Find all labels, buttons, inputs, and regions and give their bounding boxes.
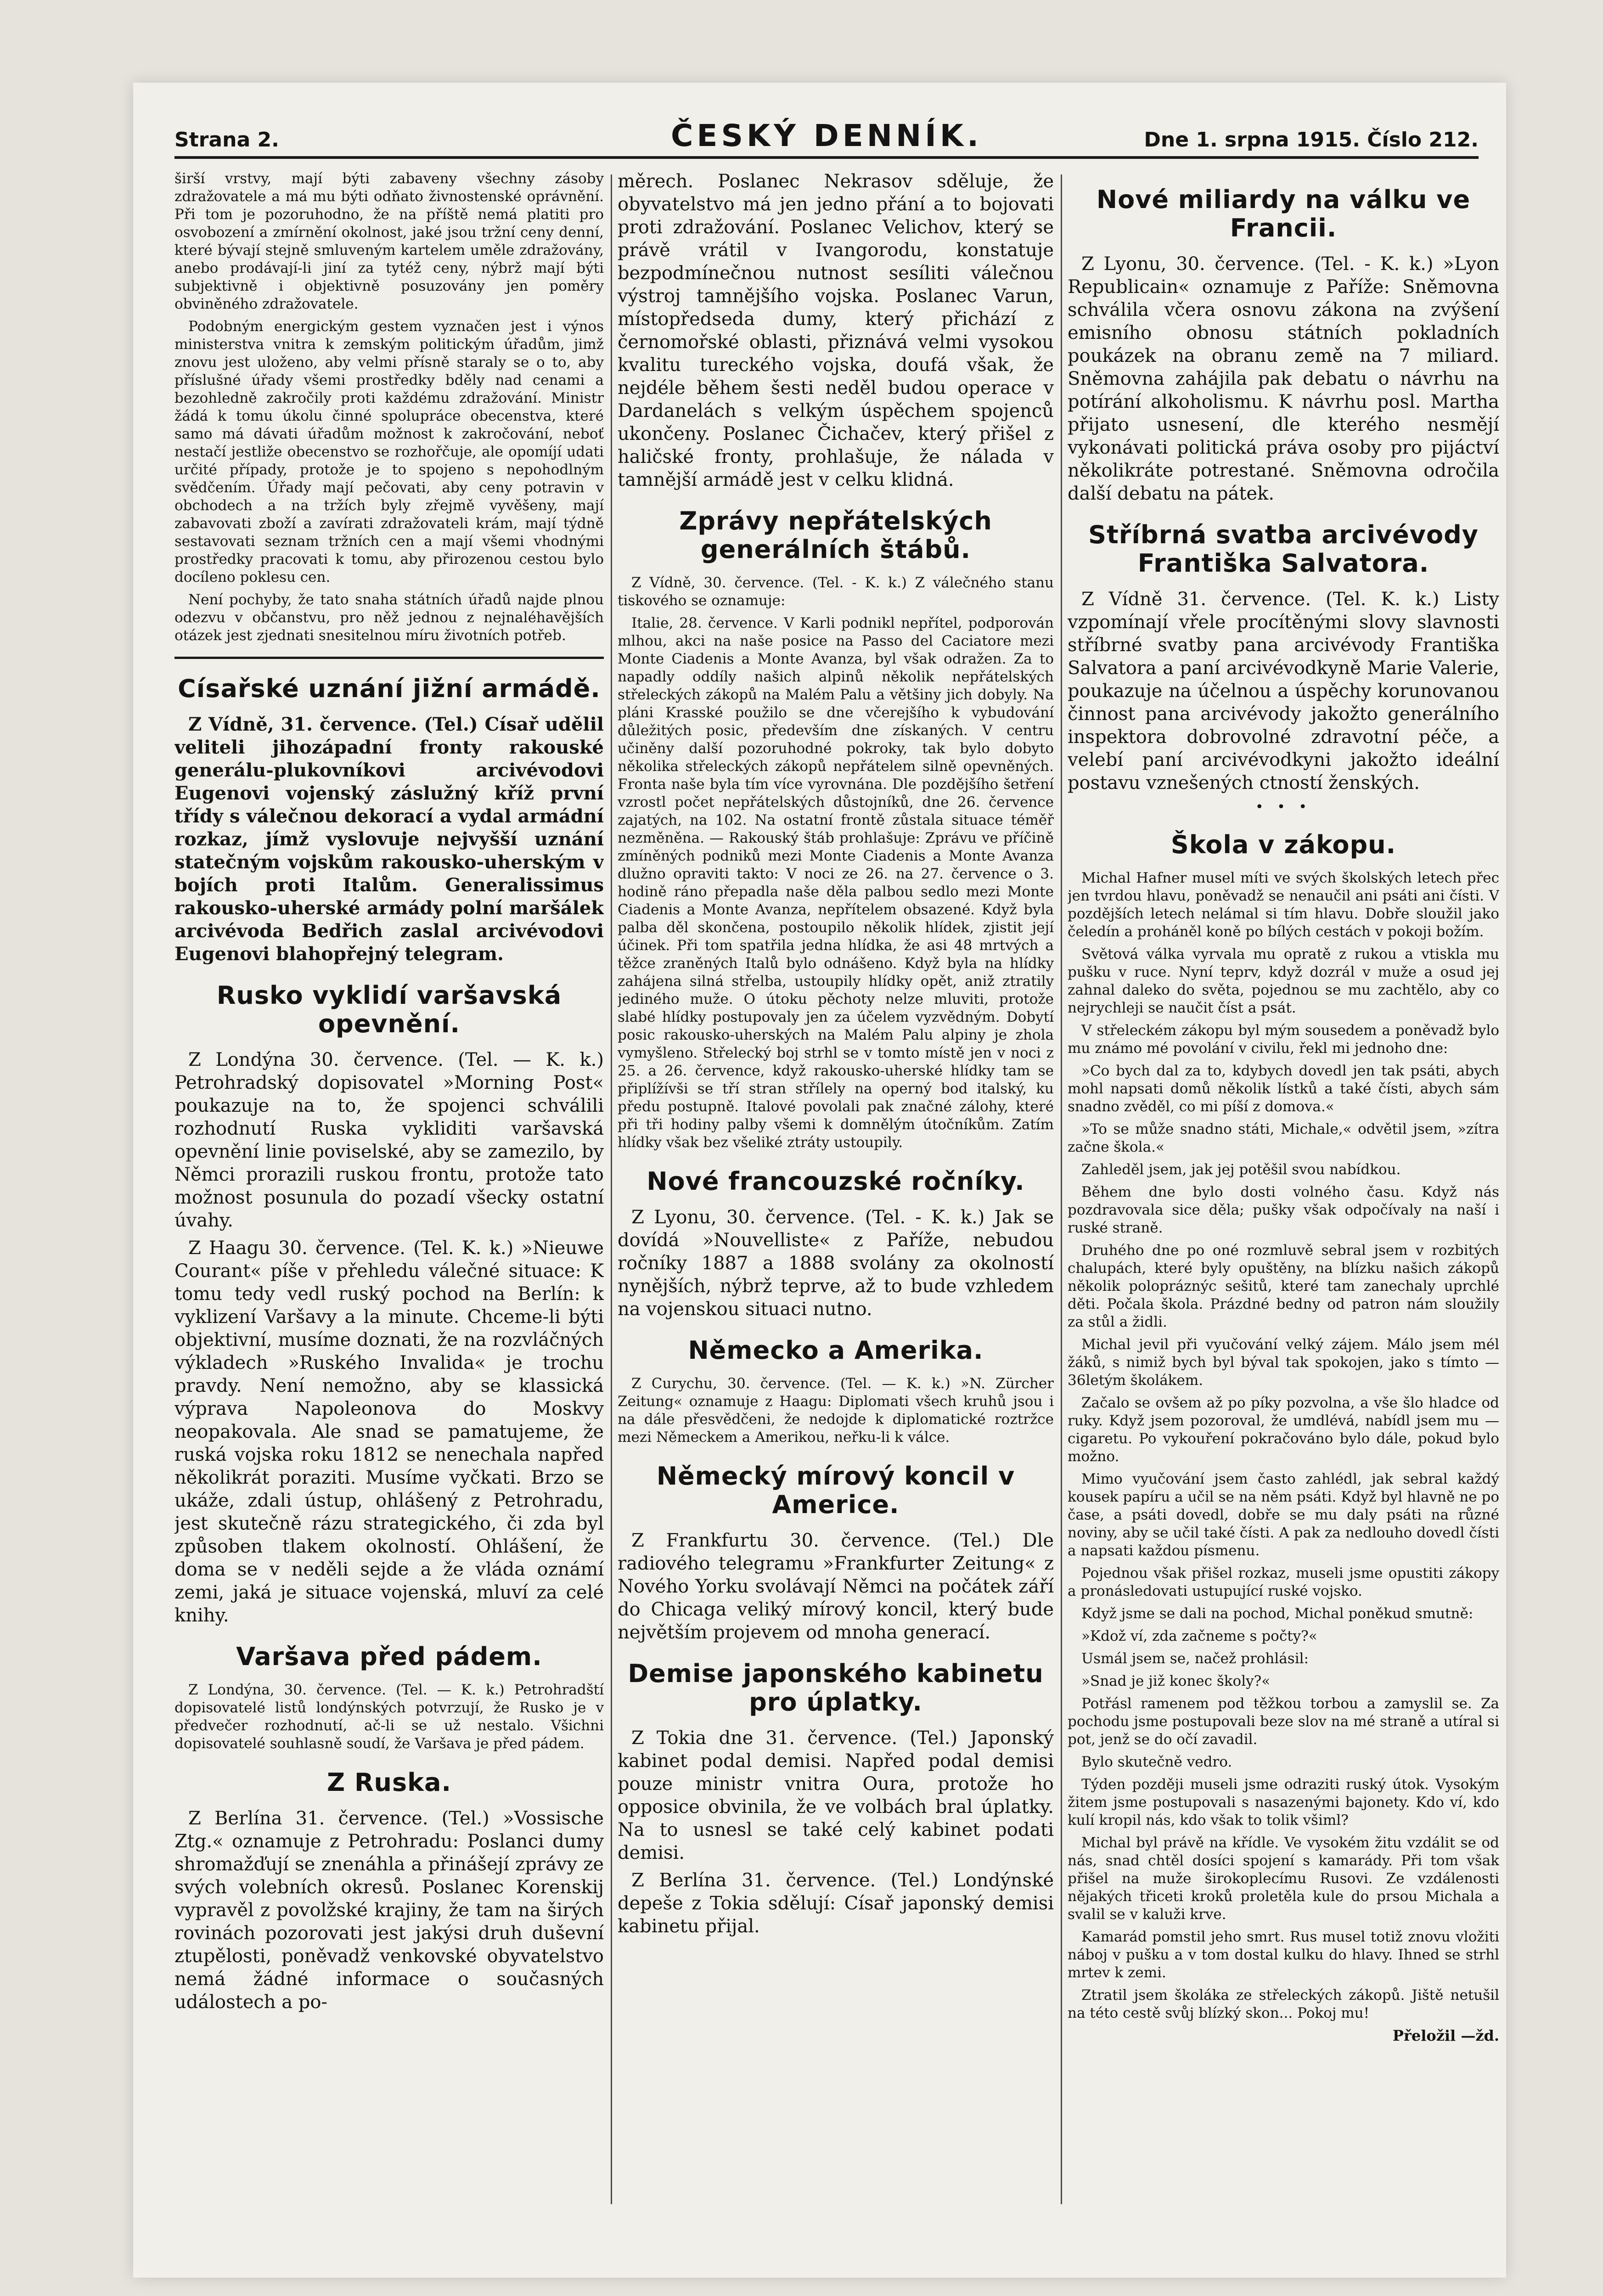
article-text: Když jsme se dali na pochod, Michal poněkud smutně:	[1081, 1605, 1474, 1622]
headline: Rusko vyklidí varšavská opevnění.	[216, 981, 562, 1038]
article-text: »Kdož ví, zda začneme s počty?«	[1081, 1628, 1317, 1644]
article-text: Z Londýna 30. července. (Tel. — K. k.) Petrohradský dopisovatel »Morning Post« poukazuje na to, že spojenci schválili rozhodnutí Ruska vykliditi varšavská opevnění linie poviselské, aby se zamezilo, by Němci prorazili ruskou frontu, protože tato možnost posunula do pozadí všecky ostatní úvahy.	[174, 1049, 604, 1231]
article-text: Pojednou však přišel rozkaz, museli jsme opustiti zákopy a pronásledovati ustupující ruské vojsko.	[1068, 1565, 1499, 1599]
issue-date: Dne 1. srpna 1915. Číslo 212.	[1144, 128, 1479, 152]
headline: Z Ruska.	[327, 1768, 451, 1797]
article-text: Z Vídně, 30. července. (Tel. - K. k.) Z válečného stanu tiskového se oznamuje:	[618, 574, 1054, 609]
article-text: Z Lyonu, 30. července. (Tel. - K. k.) »Lyon Republicain« oznamuje z Paříže: Sněmovna schválila včera osnovu zákona na zvýšení emisního obnosu státních pokladních poukázek na obranu země na 7 miliard. Sněmovna zahájila pak debatu o návrhu na potírání alkoholismu. K návrhu posl. Martha přijato usnesení, dle kterého nesmějí vykonávati politická práva osoby pro pijáctví několikráte potrestané. Sněmovna odročila další debatu na pátek.	[1068, 253, 1499, 504]
article-text: Z Berlína 31. července. (Tel.) Londýnské depeše z Tokia sdělují: Císař japonský demisi kabinetu přijal.	[618, 1870, 1054, 1937]
article-text: »To se může snadno státi, Michale,« odvětil jsem, »zítra začne škola.«	[1068, 1121, 1499, 1155]
article-text: Týden později museli jsme odraziti ruský útok. Vysokým žitem jsme postupovali s nasazenými bajonety. Kdo ví, kdo kulí kropil nás, kdo však to tolik všiml?	[1068, 1776, 1499, 1829]
article-text: Bylo skutečně vedro.	[1081, 1754, 1232, 1770]
article-text: měrech. Poslanec Nekrasov sděluje, že obyvatelstvo má jen jedno přání a to bojovati proti zdražování. Poslanec Velichov, který se právě vrátil v Ivangorodu, konstatuje bezpodmínečnou nutnost sesíliti válečnou výstroj tamnějšího vojska. Poslanec Varun, místopředseda dumy, který přichází z černomořské oblasti, přiznává velmi vysokou kvalitu tureckého vojska, doufá však, že nejdéle během šesti neděl budou operace v Dardanelách s velkým úspěchem spojenců ukončeny. Poslanec Čichačev, který přišel z haličské fronty, prohlašuje, že nálada v tamnější armádě jest v celku klidná.	[618, 171, 1054, 490]
article-text: Podobným energickým gestem vyznačen jest i výnos ministerstva vnitra k zemským politickým úřadům, jimž znovu jest uloženo, aby velmi přísně staraly se o to, aby příslušné úřady všemi prostředky bděly nad cenami a bezohledně zakročily proti každému zdražování. Ministr žádá k tomu úkolu činné spolupráce obecenstva, které samo má dávati úřadům možnost k zakročování, neboť nestačí jestliže obecenstvo se rozhořčuje, ale opomíjí udati určité případy, protože je to spojeno s nepohodlným svědčením. Úřady mají pečovati, aby ceny potravin v obchodech a na tržích byly zřejmě vyvěšeny, mají zabavovati zboží a zavírati zdražovateli krám, mají týdně sestavovati seznam tržních cen a mají všemi vhodnými prostředky pracovati k tomu, aby přirozenou cestou bylo docíleno poklesu cen.	[174, 318, 604, 585]
translator-signature: Přeložil —žd.	[1392, 2027, 1499, 2044]
article-text: Z Vídně 31. července. (Tel. K. k.) Listy vzpomínají vřele procítěnými slovy slavnosti stříbrné svatby pana arcivévody Františka Salvatora a paní arcivévodkyně Marie Valerie, poukazuje na účelnou a úspěchy korunovanou činnost pana arcivévody jakožto generálního inspektora dobrovolné zdravotní péče, a velebí paní arcivévodkyni jakožto ideální postavu vznešených ctností ženských.	[1068, 589, 1499, 793]
page-number: Strana 2.	[174, 128, 279, 152]
article-text: Z Vídně, 31. července. (Tel.) Císař udělil veliteli jihozápadní fronty rakouské generálu-plukovníkovi arcivévodovi Eugenovi vojenský záslužný kříž první třídy s válečnou dekorací a vydal armádní rozkaz, jímž vyslovuje nejvyšší uznání statečným vojskům rakousko-uherským v bojích proti Italům. Generalissimus rakousko-uherské armády polní maršálek arcivévoda Bedřich zaslal arcivévodovi Eugenovi blahopřejný telegram.	[174, 714, 604, 965]
article-text: Během dne bylo dosti volného času. Když nás pozdravovala sice děla; pušky však odpočívaly na naší i ruské straně.	[1068, 1184, 1499, 1236]
article-text: Z Haagu 30. července. (Tel. K. k.) »Nieuwe Courant« píše v přehledu válečné situace: K tomu tedy vedl ruský pochod na Berlín: k vyklizení Varšavy a la minute. Chceme-li býti objektivní, musíme doznati, že na rozvláčných výkladech »Ruského Invalida« je trochu pravdy. Není nemožno, aby se klassická výprava Napoleonova do Moskvy neopakovala. Ale snad se pamatujeme, že ruská vojska roku 1812 se nenechala napřed několikrát poraziti. Musíme vyčkati. Brzo se ukáže, zdali ústup, ohlášený z Petrohradu, jest skutečně rázu strategického, či zda byl způsoben tlakem okolností. Ohlášení, že doma se v neděli sejde a že vláda oznámí zemi, jaká je situace vojenská, mluví za celé knihy.	[174, 1238, 604, 1626]
article-text: Kamarád pomstil jeho smrt. Rus musel totiž znovu vložiti náboj v pušku a v tom dostal kulku do hlavy. Ihned se strhl mrtev k zemi.	[1068, 1929, 1499, 1981]
article-text: »Snad je již konec školy?«	[1081, 1673, 1271, 1689]
article-text: Michal Hafner musel míti ve svých školských letech přec jen tvrdou hlavu, poněvadž se nenaučil ani psáti ani čísti. V pozdějších letech nelámal si tím hlavu. Dobře sloužil jako čeledín a proháněl koně po bílých cestách v pokoji božím.	[1068, 870, 1499, 940]
article-text: V střeleckém zákopu byl mým sousedem a poněvadž bylo mu známo mé povolání v civilu, řekl mi jednoho dne:	[1068, 1022, 1499, 1057]
article-text: Z Tokia dne 31. července. (Tel.) Japonský kabinet podal demisi. Napřed podal demisi pouze ministr vnitra Oura, protože ho opposice obvinila, že ve volbách bral úplatky. Na to usnesl se také celý kabinet podati demisi.	[618, 1728, 1054, 1863]
article-text: Z Londýna, 30. července. (Tel. — K. k.) Petrohradští dopisovatelé listů londýnských potvrzují, že Rusko je v předvečer rozhodnutí, ač-li se už nestalo. Všichni dopisovatelé souhlasně soudí, že Varšava je před pádem.	[174, 1682, 604, 1752]
article-text: Italie, 28. července. V Karli podnikl nepřítel, podporován mlhou, akci na naše posice na Passo del Caciatore mezi Monte Ciadenis a Monte Avanza, byl však odražen. Za to napadly oddíly našich alpinů několik nepřátelských střeleckých zákopů na Malém Palu a většiny jich dobyly. Na pláni Krasské použilo se dne včerejšího k vybudování důležitých posic, především dne získaných. V centru učiněny další pozoruhodné pokroky, tak bylo dobyto několika střeleckých zákopů nepřátelem silně opevněných. Fronta naše byla tím více vyrovnána. Dle pozdějšího šetření vzrostl počet nepřátelských důstojníků, dne 26. července zajatých, na 102. Na ostatní frontě zůstala situace téměř nezměněna. — Rakouský štáb prohlašuje: Zprávu ve příčině zmíněných podniků mezi Monte Ciadenis a Monte Avanza dlužno opraviti takto: V noci ze 26. na 27. července o 3. hodině ráno přepadla naše děla palbou sedlo mezi Monte Ciadenis a Monte Avanza, nepřítelem obsazené. Když byla palba děl skončena, postoupilo několik hlídek, zjistit její účinek. Při tom spatřila jedna hlídka, že asi 48 mrtvých a těžce zraněných Italů bylo odnášeno. Když byla na hlídky zahájena silná střelba, ustoupily hlídky opět, aniž ztratily jediného muže. O útoku pěchoty nelze mluviti, protože slabé hlídky postupovaly jen za účelem vyzvědným. Dobytí posic rakousko-uherských na Malém Palu alpiny je zhola vymyšleno. Střelecký boj strhl se v tomto místě jen v noci z 25. a 26. července, když rakousko-uherské hlídky tam se připlížívši se tří stran střílely na operný bod italský, ku předu postupně. Italové povolali pak značné zálohy, které při tři hodiny palby všemi k domnělým útočníkům. Zatím hlídky však bez všeliké ztráty ustoupily.	[618, 615, 1054, 1151]
headline: Zprávy nepřátelských generálních štábů.	[679, 506, 992, 564]
article-text: Mimo vyučování jsem často zahlédl, jak sebral každý kousek papíru a učil se na něm psáti. Když byl hlavně ne po čase, a psáti dovedl, dobře se mu daly psáti na různé noviny, aby se učil také čísti. A pak za nedlouho dovedl čísti a napsati každou písmenu.	[1068, 1471, 1499, 1559]
article-text: »Co bych dal za to, kdybych dovedl jen tak psáti, abych mohl napsati domů několik lístků a také čísti, abych sám snadno zvěděl, co mi píší z domova.«	[1068, 1063, 1499, 1115]
column-3	[1068, 170, 1499, 2245]
article-text: Druhého dne po oné rozmluvě sebral jsem v rozbitých chalupách, které byly opuštěny, na blízku našich zákopů několik polopráznýc sešitů, které tam zanechaly uprchlé děti. Počala škola. Prázdné bedny od patron nám sloužily za stůl a židli.	[1068, 1242, 1499, 1330]
column-rule	[1061, 174, 1062, 2204]
headline: Císařské uznání jižní armádě.	[178, 674, 601, 703]
article-text: Ztratil jsem školáka ze střeleckých zákopů. Jiště netušil na této cestě svůj blízký skon... Pokoj mu!	[1068, 1987, 1499, 2021]
article-text: Michal jevil při vyučování velký zájem. Málo jsem mél žáků, s nimiž bych byl býval tak spokojen, jako s tímto — 36letým školákem.	[1068, 1336, 1499, 1389]
article-text: Z Curychu, 30. července. (Tel. — K. k.) »N. Zürcher Zeitung« oznamuje z Haagu: Diplomati všech kruhů jsou i na dále přesvědčeni, že nedojde k diplomatické roztržce mezi Německem a Amerikou, neřku-li k válce.	[618, 1375, 1054, 1446]
article-text: Zahleděl jsem, jak jej potěšil svou nabídkou.	[1081, 1161, 1401, 1178]
headline: Demise japonského kabinetu pro úplatky.	[628, 1659, 1044, 1716]
article-text: Světová válka vyrvala mu opratě z rukou a vtiskla mu pušku v ruce. Nyní teprv, když dozrál v muže a osud jej zahnal daleko do světa, pojednou se mu zachtělo, aby co nejrychleji se naučit číst a psát.	[1068, 946, 1499, 1016]
article-text: Usmál jsem se, načež prohlásil:	[1081, 1650, 1309, 1667]
article-text: širší vrstvy, mají býti zabaveny všechny zásoby zdražovatele a má mu býti odňato živnostenské oprávnění. Při tom je pozoruhodno, že na příště nemá platiti pro osvobození a zmírnění okolnost, jaké jsou tržní ceny denní, které bývají stejně smluveným kartelem uměle zdražovány, anebo prodávají-li jiní za tytéž ceny, nýbrž mají býti subjektivně i objektivně posuzovány jen poměry obviněného zdražovatele.	[174, 170, 604, 312]
divider	[174, 657, 604, 659]
article-text: Potřásl ramenem pod těžkou torbou a zamyslil se. Za pochodu jsme postupovali beze slov na mé straně a utíral si pot, jenž se do očí zavadil.	[1068, 1695, 1499, 1748]
article-text: Z Frankfurtu 30. července. (Tel.) Dle radiového telegramu »Frankfurter Zeitung« z Nového Yorku svolávají Němci na počátek září do Chicaga veliký mírový koncil, který bude největším projevem od mnoha generací.	[618, 1530, 1054, 1643]
column-2	[618, 170, 1054, 2245]
column-rule	[611, 174, 612, 2204]
headline: Nové francouzské ročníky.	[647, 1167, 1025, 1196]
article-text: Není pochyby, že tato snaha státních úřadů najde plnou odezvu v občanstvu, pro něž jednou z nejnaléhavějších otázek jest zjednati snesitelnou míru životních potřeb.	[174, 591, 604, 644]
headline: Německý mírový koncil v Americe.	[656, 1462, 1015, 1519]
newspaper-title: ČESKÝ DENNÍK.	[670, 118, 983, 153]
article-text: Michal byl právě na křídle. Ve vysokém žitu vzdálit se od nás, snad chtěl dosíci spojení s kamarády. Při tom však přišel na muže širokoplecímu Rusovi. Ze vzdálenosti nějakých třiceti kroků proletěla kule do prsou Michala a svalil se v kaluži krve.	[1068, 1835, 1499, 1923]
article-text: Začalo se ovšem až po píky pozvolna, a vše šlo hladce od ruky. Když jsem pozoroval, že umdlévá, nabídl jsem mu — cigaretu. Po vykouření pokračováno bylo dále, pokud bylo možno.	[1068, 1395, 1499, 1465]
headline: Varšava před pádem.	[236, 1642, 542, 1671]
masthead	[174, 115, 1479, 159]
article-text: Z Berlína 31. července. (Tel.) »Vossische Ztg.« oznamuje z Petrohradu: Poslanci dumy shromažďují se znenáhla a přinášejí zprávy ze svých volebních okresů. Poslanec Korenskij vypravěl z povolžské krajiny, že tam na širých rovinách pozorovati jest jakýsi druh duševní ztupělosti, poněvadž venkovské obyvatelstvo nemá žádné informace o současných událostech a po-	[174, 1808, 604, 2013]
ornament: • • •	[1255, 799, 1312, 815]
headline: Německo a Amerika.	[688, 1336, 984, 1365]
column-1	[174, 170, 604, 2245]
headline: Nové miliardy na válku ve Francii.	[1096, 185, 1471, 242]
headline: Stříbrná svatba arcivévody Františka Salvatora.	[1088, 520, 1479, 578]
headline: Škola v zákopu.	[1170, 830, 1396, 859]
article-text: Z Lyonu, 30. července. (Tel. - K. k.) Jak se dovídá »Nouvelliste« z Paříže, nebudou ročníky 1887 a 1888 svolány za okolností nynějších, nýbrž teprve, až to bude vzhledem na vojenskou situaci nutno.	[618, 1207, 1054, 1320]
newspaper-page	[133, 83, 1506, 2278]
